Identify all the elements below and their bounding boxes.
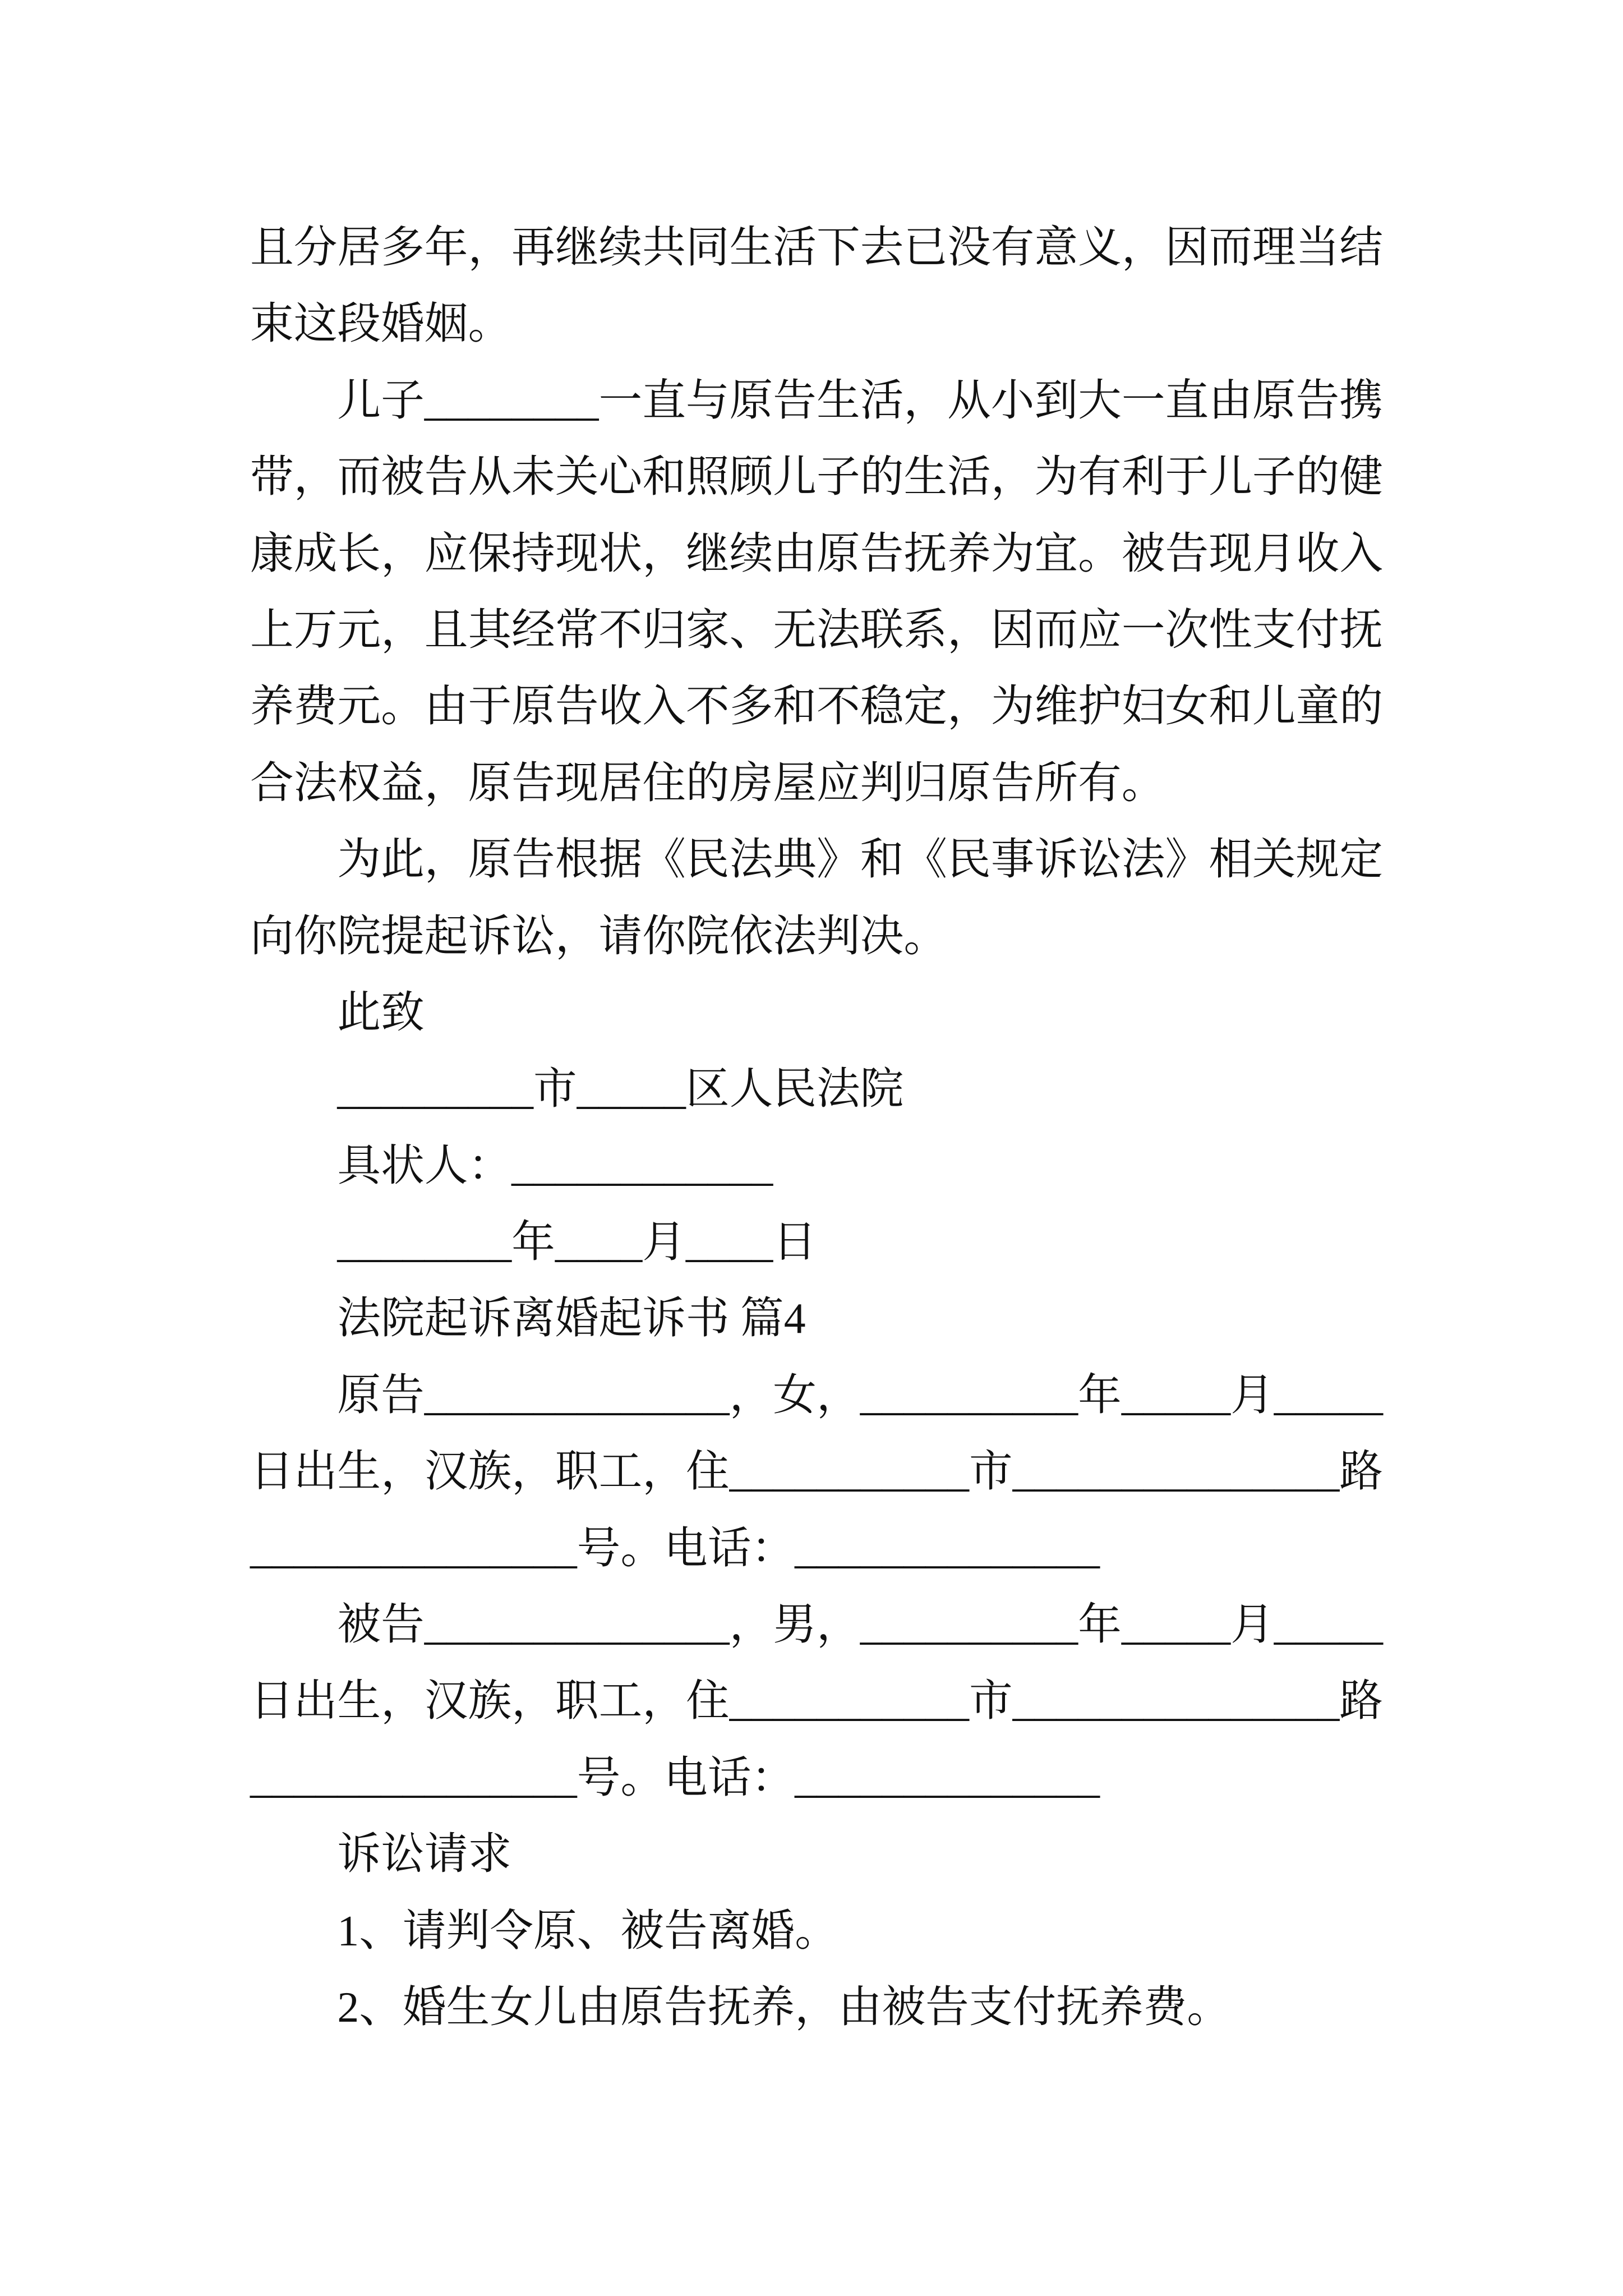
body-text-line: 束这段婚姻。 (250, 300, 512, 348)
body-text-line: 向你院提起诉讼，请你院依法判决。 (250, 912, 947, 960)
claims-list (250, 1893, 1383, 2046)
plaintiff-info-line: _______________号。电话：______________ (250, 1524, 1100, 1572)
section-title: 法院起诉离婚起诉书 篇4 (337, 1294, 806, 1343)
body-text-line: 上万元，且其经常不归家、无法联系，因而应一次性支付抚 (250, 605, 1383, 654)
date-line: ________年____月____日 (337, 1218, 817, 1267)
plaintiff-info (250, 1357, 1383, 1586)
body-text-line: 康成长，应保持现状，继续由原告抚养为宜。被告现月收入 (250, 529, 1383, 578)
body-text-line: 儿子________一直与原告生活，从小到大一直由原告携 (337, 376, 1383, 425)
court-addressee: _________市_____区人民法院 (337, 1065, 904, 1114)
continued-paragraph (250, 209, 1383, 362)
claims-heading: 诉讼请求 (337, 1830, 512, 1879)
body-text-line: 带，而被告从未关心和照顾儿子的生活，为有利于儿子的健 (250, 453, 1383, 501)
plaintiff-info-line: 原告______________，女，__________年_____月_____ (337, 1370, 1383, 1419)
defendant-info-line: 日出生，汉族，职工，住___________市_______________路 (250, 1677, 1383, 1726)
defendant-info (250, 1586, 1383, 1816)
plaintiff-info-line: 日出生，汉族，职工，住___________市_______________路 (250, 1447, 1383, 1496)
body-text-line: 合法权益，原告现居住的房屋应判归原告所有。 (250, 758, 1165, 807)
defendant-info-line: 被告______________，男，__________年_____月_____ (337, 1600, 1383, 1649)
document-body (250, 209, 1383, 2045)
body-text-line: 养费元。由于原告收入不多和不稳定，为维护妇女和儿童的 (250, 682, 1383, 731)
body-text-line: 且分居多年，再继续共同生活下去已没有意义，因而理当结 (250, 223, 1383, 272)
salutation: 此致 (337, 988, 425, 1037)
claim-item: 1、请判令原、被告离婚。 (337, 1906, 838, 1955)
custody-paragraph (250, 362, 1383, 821)
defendant-info-line: _______________号。电话：______________ (250, 1753, 1100, 1802)
signer-line: 具状人：____________ (337, 1141, 773, 1190)
body-text-line: 为此，原告根据《民法典》和《民事诉讼法》相关规定 (337, 835, 1383, 884)
claim-item: 2、婚生女儿由原告抚养，由被告支付抚养费。 (337, 1982, 1230, 2031)
closing-paragraph (250, 821, 1383, 974)
